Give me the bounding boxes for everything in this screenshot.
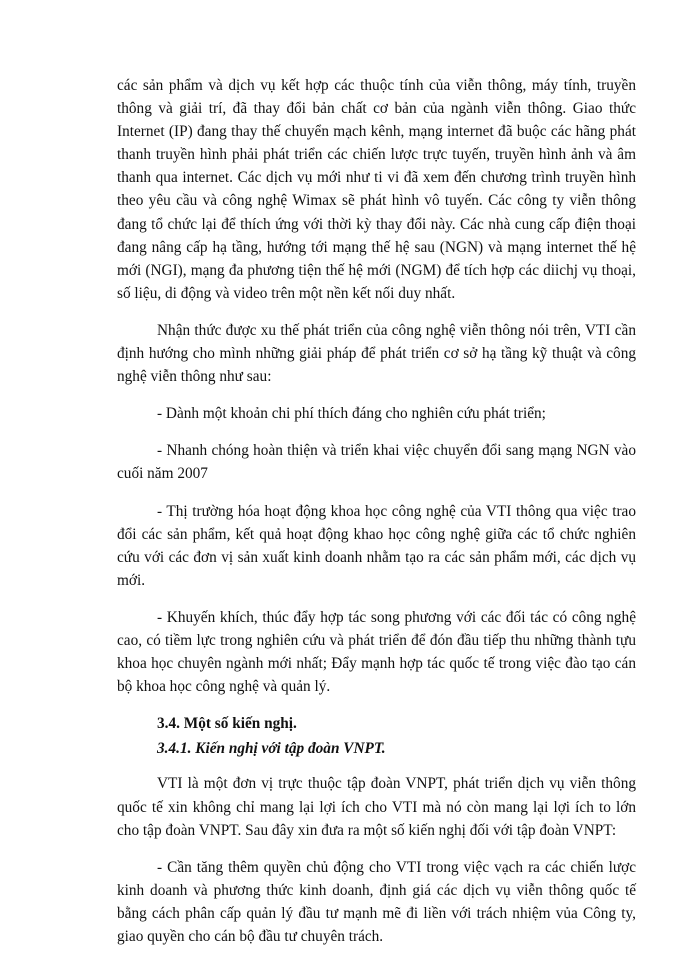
bullet-tech-market: - Thị trường hóa hoạt động khoa học công nghệ của VTI thông qua việc trao đổi các sản phẩm, kết quả hoạt động khao học công nghệ giữa các tổ chức nghiên cứu với các đơn vị sản xuất kinh doanh nhằm tạo ra các sản phẩm mới, các dịch vụ mới. bbox=[117, 502, 636, 589]
paragraph-telecom-convergence: các sản phẩm và dịch vụ kết hợp các thuộc tính của viễn thông, máy tính, truyền thông và giải trí, đã thay đổi bản chất cơ bản của ngành viễn thông. Giao thức Internet (IP) đang thay thế chuyển mạch kênh, mạng internet đã buộc các hãng phát thanh truyền hình phải phát triển các chiến lược trực tuyến, truyền hình ảnh và âm thanh qua internet. Các dịch vụ mới như ti vi đã xem đến chương trình truyền hình theo yêu cầu và công nghệ Wimax sẽ phát hình vô tuyến. Các công ty viễn thông đang tổ chức lại để thích ứng với thời kỳ thay đổi này. Các nhà cung cấp điện thoại đang nâng cấp hạ tầng, hướng tới mạng thế hệ sau (NGN) và mạng internet thế hệ mới (NGI), mạng đa phương tiện thế hệ mới (NGM) để tích hợp các diichj vụ thoại, số liệu, di động và video trên một nền kết nối duy nhất. bbox=[117, 77, 636, 302]
subsection-heading: 3.4.1. Kiến nghị với tập đoàn VNPT. bbox=[157, 740, 386, 758]
bullet-autonomy: - Cần tăng thêm quyền chủ động cho VTI trong việc vạch ra các chiến lược kinh doanh và phương thức kinh doanh, định giá các dịch vụ viễn thông quốc tế bằng cách phân cấp quản lý đầu tư mạnh mẽ đi liền với trách nhiệm vủa Công ty, giao quyền cho cán bộ đầu tư chuyên trách. bbox=[117, 858, 636, 945]
bullet-cooperation: - Khuyến khích, thúc đẩy hợp tác song phương với các đối tác có công nghệ cao, có tiềm lực trong nghiên cứu và phát triển để đón đầu tiếp thu những thành tựu khoa học chuyên ngành mới nhất; Đẩy mạnh hợp tác quốc tế trong việc đào tạo cán bộ khoa học công nghệ và quản lý. bbox=[117, 608, 636, 696]
paragraph-vti-orientation: Nhận thức được xu thế phát triển của công nghệ viễn thông nói trên, VTI cần định hướng cho mình những giải pháp để phát triển cơ sở hạ tầng kỹ thuật và công nghệ viễn thông như sau: bbox=[117, 321, 636, 386]
document-page bbox=[117, 74, 636, 962]
bullet-rd-budget: - Dành một khoản chi phí thích đáng cho nghiên cứu phát triển; bbox=[157, 405, 546, 423]
paragraph-vnpt-intro: VTI là một đơn vị trực thuộc tập đoàn VNPT, phát triển dịch vụ viễn thông quốc tế xin không chỉ mang lại lợi ích cho VTI mà nó còn mang lại lợi ích to lớn cho tập đoàn VNPT. Sau đây xin đưa ra một số kiến nghị đối với tập đoàn VNPT: bbox=[117, 775, 636, 839]
section-heading: 3.4. Một số kiến nghị. bbox=[157, 715, 297, 733]
bullet-ngn-migration: - Nhanh chóng hoàn thiện và triển khai việc chuyển đổi sang mạng NGN vào cuối năm 2007 bbox=[117, 442, 636, 483]
